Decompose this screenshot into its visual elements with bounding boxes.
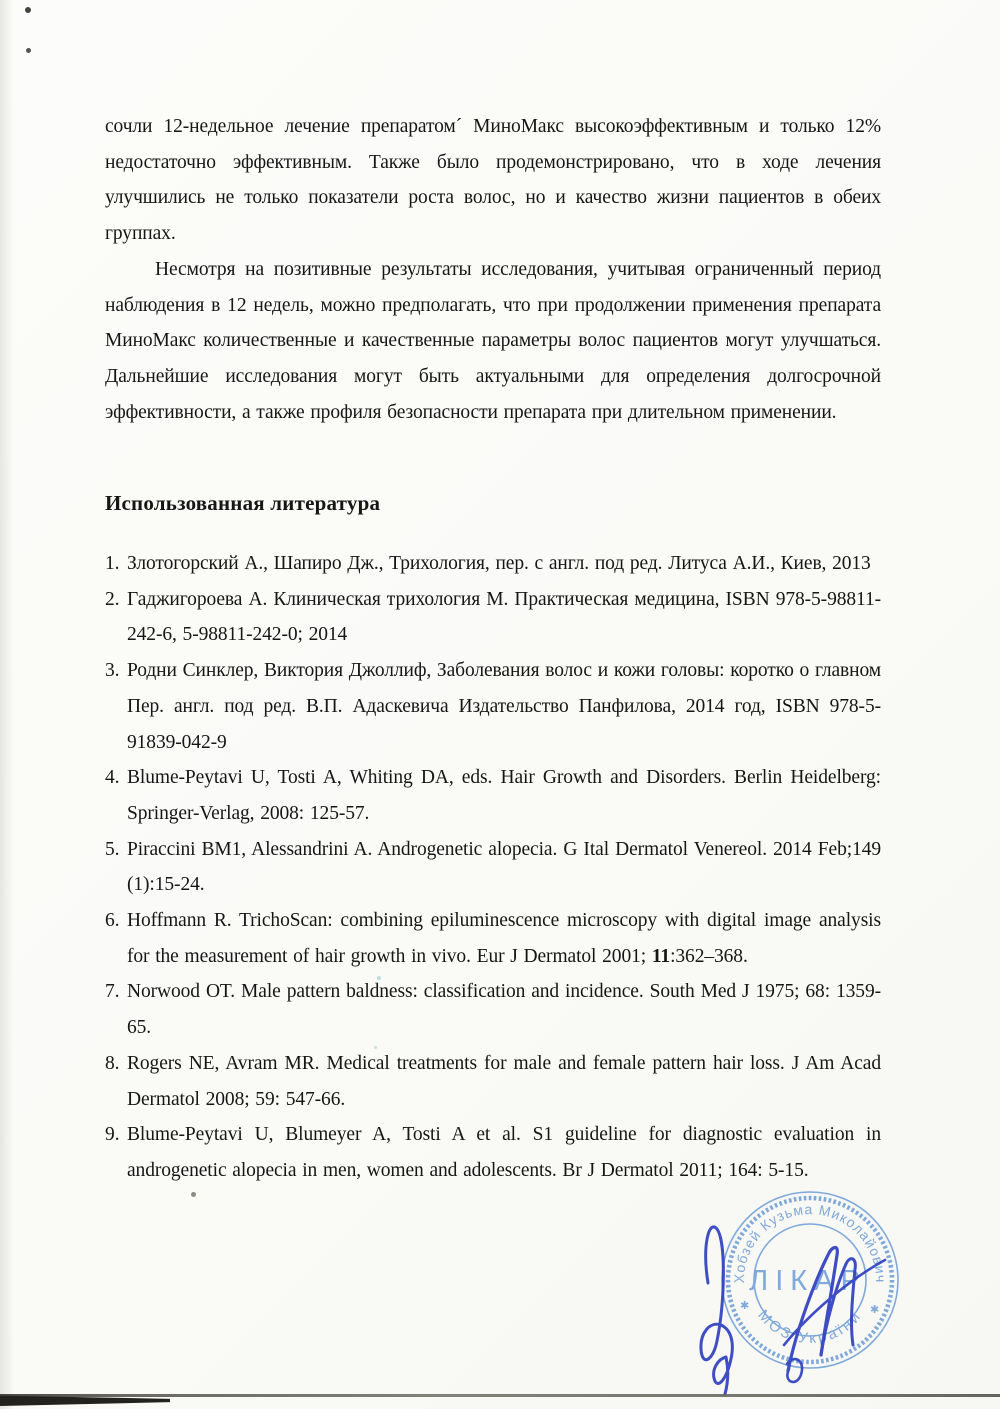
reference-text: Гаджигороева А. Клиническая трихология М. Практическая медицина, ISBN 978-5-98811-242-6, 5-98811-242-0; 2014 bbox=[127, 588, 881, 646]
stamp-star-left-icon: ✱ bbox=[740, 1300, 750, 1312]
stamp-name-arc: Хобзей Кузьма Миколайович bbox=[730, 1201, 890, 1284]
reference-text: Norwood OT. Male pattern baldness: classification and incidence. South Med J 1975; 68: 1359-65. bbox=[127, 981, 881, 1039]
reference-item bbox=[105, 653, 881, 760]
document-content bbox=[105, 109, 881, 1189]
page-bottom-edge bbox=[0, 1394, 1000, 1397]
reference-item bbox=[105, 974, 881, 1045]
svg-text:МОЗ України bbox=[754, 1307, 865, 1347]
reference-text: Родни Синклер, Виктория Джоллиф, Заболевания волос и кожи головы: коротко о главном Пер. англ. под ред. В.П. Адаскевича Издательство Панфилова, 2014 год, ISBN 978-5-91839-042-9 bbox=[127, 660, 881, 753]
stamp-ministry-arc: МОЗ України bbox=[754, 1306, 866, 1348]
reference-number: 1. bbox=[105, 553, 120, 575]
reference-number: 4. bbox=[105, 767, 120, 789]
bibliography-heading: Использованная литература bbox=[105, 491, 381, 516]
reference-text: Hoffmann R. TrichoScan: combining epiluminescence microscopy with digital image analysis for the measurement of hair growth in vivo. Eur J Dermatol 2001; bbox=[127, 910, 881, 967]
reference-text: 11 bbox=[651, 945, 671, 967]
scan-speck bbox=[374, 1046, 377, 1049]
body-paragraph-1: сочли 12-недельное лечение препаратом´ МиноМакс высокоэффективным и только 12% недостаточно эффективным. Также было продемонстрировано, что в ходе лечения улучшились не только показатели роста волос, но и качество жизни пациентов в обеих группах. bbox=[105, 116, 881, 245]
reference-item bbox=[105, 760, 881, 831]
reference-item bbox=[105, 546, 881, 582]
reference-number: 7. bbox=[105, 981, 120, 1003]
reference-number: 2. bbox=[105, 588, 120, 610]
body-text bbox=[105, 109, 881, 430]
body-paragraph-2: Несмотря на позитивные результаты исследования, учитывая ограниченный период наблюдения в 12 недель, можно предполагать, что при продолжении применения препарата МиноМакс количественные и качественные параметры волос пациентов могут улучшаться. Дальнейшие исследования могут быть актуальными для определения долгосрочной эффективности, а также профиля безопасности препарата при длительном применении. bbox=[105, 258, 881, 423]
scan-speck bbox=[377, 976, 381, 980]
reference-item bbox=[105, 903, 881, 974]
reference-list bbox=[105, 546, 881, 1189]
reference-item bbox=[105, 1117, 881, 1188]
reference-number: 3. bbox=[105, 660, 120, 682]
scan-speck bbox=[191, 1192, 196, 1197]
reference-number: 8. bbox=[105, 1052, 120, 1074]
reference-text: :362–368. bbox=[670, 945, 748, 967]
reference-item bbox=[105, 832, 881, 903]
scan-left-edge-shadow bbox=[0, 0, 14, 1409]
doctor-stamp bbox=[688, 1183, 912, 1403]
reference-text: Blume-Peytavi U, Blumeyer A, Tosti A et al. S1 guideline for diagnostic evaluation in androgenetic alopecia in men, women and adolescents. Br J Dermatol 2011; 164: 5-15. bbox=[127, 1124, 881, 1181]
scan-speck bbox=[25, 7, 31, 13]
stamp-center-title: ЛІКАР bbox=[749, 1265, 867, 1297]
stamp-star-right-icon: ✱ bbox=[870, 1304, 880, 1316]
reference-item bbox=[105, 1046, 881, 1117]
reference-item bbox=[105, 582, 881, 653]
reference-text: Blume-Peytavi U, Tosti A, Whiting DA, eds. Hair Growth and Disorders. Berlin Heidelberg: Springer-Verlag, 2008: 125-57. bbox=[127, 767, 881, 824]
reference-number: 6. bbox=[105, 910, 120, 932]
scan-speck bbox=[26, 48, 31, 53]
reference-number: 9. bbox=[105, 1124, 120, 1146]
reference-text: Злотогорский А., Шапиро Дж., Трихология, пер. с англ. под ред. Литуса А.И., Киев, 2013 bbox=[127, 553, 871, 575]
reference-text: Piraccini BM1, Alessandrini A. Androgenetic alopecia. G Ital Dermatol Venereol. 2014 Feb;149 (1):15-24. bbox=[127, 838, 881, 896]
reference-text: Rogers NE, Avram MR. Medical treatments for male and female pattern hair loss. J Am Acad Dermatol 2008; 59: 547-66. bbox=[127, 1052, 881, 1110]
reference-number: 5. bbox=[105, 838, 120, 860]
